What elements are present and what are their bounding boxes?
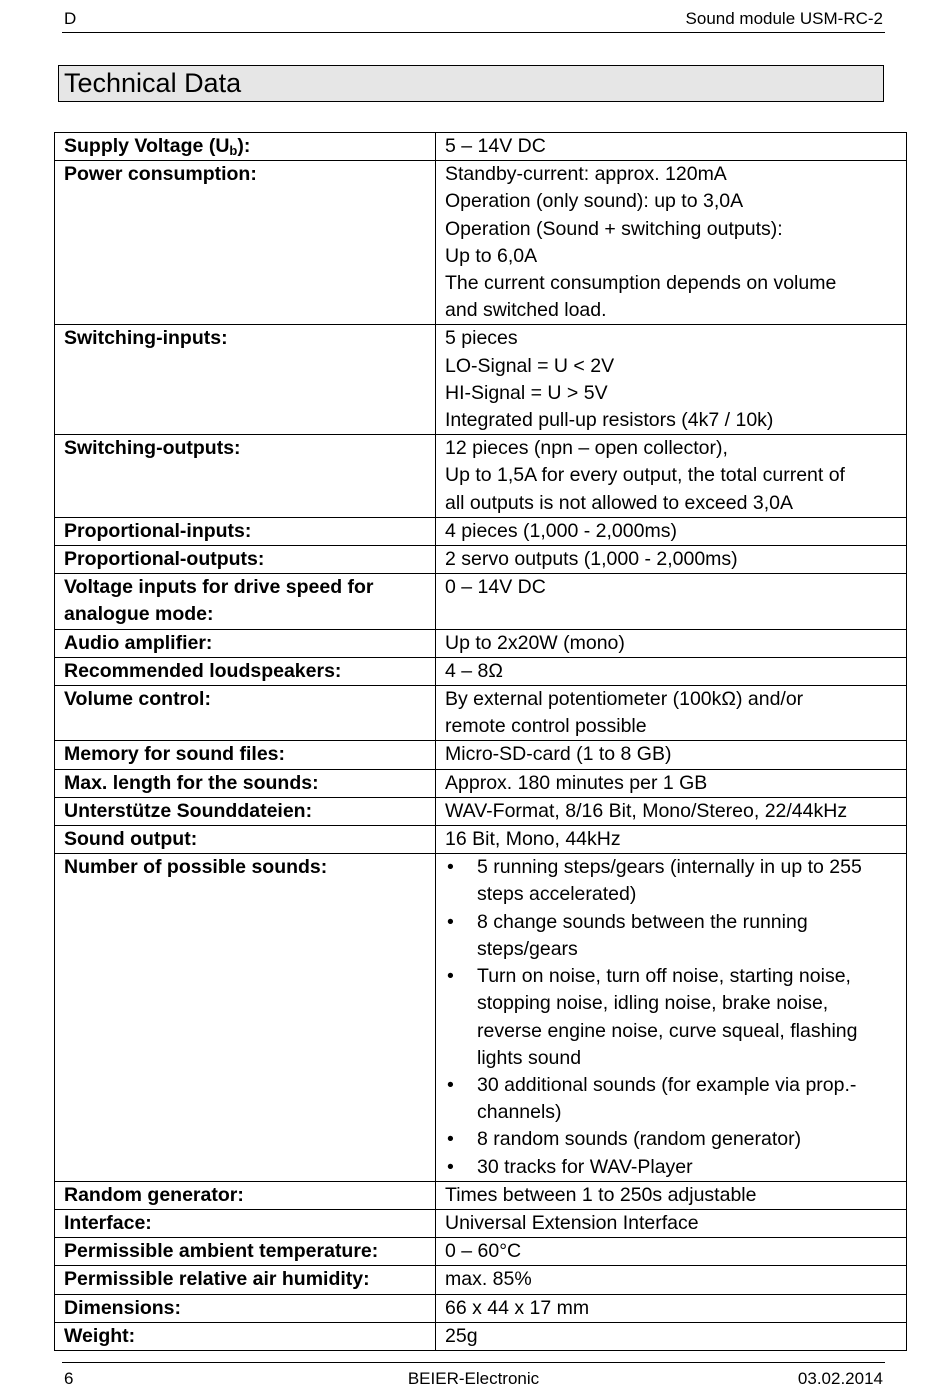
- table-row: [55, 1266, 907, 1294]
- spec-label: Interface:: [55, 1209, 436, 1237]
- spec-value-line: 66 x 44 x 17 mm: [445, 1296, 590, 1319]
- list-item: • 5 running steps/gears (internally in up to 255 steps accelerated): [445, 854, 897, 908]
- spec-value: [436, 797, 907, 825]
- spec-label: Proportional-outputs:: [55, 546, 436, 574]
- spec-label: Switching-outputs:: [55, 435, 436, 518]
- spec-value: [436, 1322, 907, 1350]
- spec-value-line: The current consumption depends on volume: [445, 272, 837, 295]
- spec-label: Number of possible sounds:: [55, 854, 436, 1181]
- spec-value-line: Times between 1 to 250s adjustable: [445, 1183, 757, 1206]
- table-row: [55, 1238, 907, 1266]
- spec-value: [436, 629, 907, 657]
- spec-value: [436, 161, 907, 325]
- spec-value: 5 – 14V DC: [436, 133, 907, 161]
- spec-value: [436, 741, 907, 769]
- spec-value: [436, 546, 907, 574]
- list-item: • 30 tracks for WAV-Player: [445, 1154, 897, 1181]
- table-row: [55, 854, 907, 1181]
- table-row: [55, 1294, 907, 1322]
- sound-list: [445, 854, 897, 1180]
- spec-value: [436, 826, 907, 854]
- header-language: D: [64, 9, 77, 28]
- spec-value-line: and switched load.: [445, 299, 607, 322]
- spec-value: [436, 1266, 907, 1294]
- spec-value-line: Micro-SD-card (1 to 8 GB): [445, 743, 672, 766]
- company-name: BEIER-Electronic: [407, 1369, 540, 1388]
- spec-value-line: 12 pieces (npn – open collector),: [445, 437, 728, 460]
- spec-value: [436, 854, 907, 1181]
- spec-value: [436, 657, 907, 685]
- spec-label: Unterstütze Sounddateien:: [55, 797, 436, 825]
- spec-value-line: Universal Extension Interface: [445, 1211, 699, 1234]
- spec-label: Dimensions:: [55, 1294, 436, 1322]
- spec-label: Weight:: [55, 1322, 436, 1350]
- table-row: [55, 686, 907, 741]
- spec-value-line: 5 pieces: [445, 327, 518, 350]
- spec-value-line: LO-Signal = U < 2V: [445, 354, 615, 377]
- spec-value: [436, 1238, 907, 1266]
- spec-label: Permissible ambient temperature:: [55, 1238, 436, 1266]
- spec-label: Audio amplifier:: [55, 629, 436, 657]
- spec-value-line: WAV-Format, 8/16 Bit, Mono/Stereo, 22/44kHz: [445, 799, 848, 822]
- spec-label: Random generator:: [55, 1181, 436, 1209]
- table-row: [55, 826, 907, 854]
- spec-value: [436, 1294, 907, 1322]
- spec-label: Max. length for the sounds:: [55, 769, 436, 797]
- section-title: Technical Data: [58, 65, 884, 102]
- spec-label: Memory for sound files:: [55, 741, 436, 769]
- spec-value: [436, 686, 907, 741]
- table-row: [55, 325, 907, 435]
- spec-value-line: 25g: [445, 1324, 478, 1347]
- spec-value: [436, 517, 907, 545]
- spec-label: Volume control:: [55, 686, 436, 741]
- page-footer: [62, 1362, 885, 1391]
- table-row: [55, 1181, 907, 1209]
- spec-value-line: Up to 1,5A for every output, the total current of: [445, 464, 845, 487]
- spec-value-line: Integrated pull-up resistors (4k7 / 10k): [445, 409, 774, 432]
- table-row: [55, 1322, 907, 1350]
- table-row: [55, 741, 907, 769]
- table-row: [55, 769, 907, 797]
- list-item: • 8 change sounds between the running steps/gears: [445, 909, 897, 963]
- table-row: [55, 435, 907, 518]
- table-row: [55, 133, 907, 161]
- spec-value-line: Standby-current: approx. 120mA: [445, 163, 727, 186]
- header-product-title: Sound module USM-RC-2: [685, 9, 883, 28]
- spec-value-line: 0 – 14V DC: [445, 576, 546, 599]
- table-row: [55, 657, 907, 685]
- list-item: • 8 random sounds (random generator): [445, 1126, 897, 1153]
- spec-label: Supply Voltage $(U_b)$:: [55, 133, 436, 161]
- table-row: [55, 517, 907, 545]
- spec-value-line: Up to 2x20W (mono): [445, 631, 625, 654]
- spec-label: Power consumption:: [55, 161, 436, 325]
- document-date: 03.02.2014: [797, 1369, 883, 1388]
- spec-value-line: Operation (only sound): up to 3,0A: [445, 190, 744, 213]
- spec-value-line: Up to 6,0A: [445, 244, 538, 267]
- spec-value-line: 16 Bit, Mono, 44kHz: [445, 828, 621, 851]
- spec-label: Permissible relative air humidity:: [55, 1266, 436, 1294]
- spec-value-line: HI-Signal = U > 5V: [445, 381, 608, 404]
- spec-value: [436, 574, 907, 629]
- spec-value: [436, 769, 907, 797]
- spec-label: Proportional-inputs:: [55, 517, 436, 545]
- spec-label: Sound output:: [55, 826, 436, 854]
- table-row: [55, 574, 907, 629]
- table-row: [55, 546, 907, 574]
- spec-label: Switching-inputs:: [55, 325, 436, 435]
- table-row: [55, 629, 907, 657]
- page-number: 6: [64, 1369, 74, 1388]
- list-item: • 30 additional sounds (for example via prop.-channels): [445, 1072, 897, 1126]
- spec-value-line: By external potentiometer (100kΩ) and/or: [445, 688, 804, 711]
- technical-data-table: [54, 132, 907, 1351]
- spec-value-line: Approx. 180 minutes per 1 GB: [445, 771, 708, 794]
- spec-value: [436, 435, 907, 518]
- page-header: [62, 8, 885, 33]
- spec-value-line: 2 servo outputs (1,000 - 2,000ms): [445, 548, 738, 571]
- spec-value-line: 4 – 8Ω: [445, 659, 503, 682]
- spec-label: Recommended loudspeakers:: [55, 657, 436, 685]
- spec-value-line: Operation (Sound + switching outputs):: [445, 217, 783, 240]
- spec-label: Voltage inputs for drive speed for analogue mode:: [55, 574, 436, 629]
- spec-value: [436, 325, 907, 435]
- list-item: • Turn on noise, turn off noise, starting noise, stopping noise, idling noise, brake noise, reverse engine noise, curve squeal, flashing lights sound: [445, 963, 897, 1072]
- spec-value-line: remote control possible: [445, 715, 647, 738]
- table-row: [55, 161, 907, 325]
- spec-value-line: max. 85%: [445, 1268, 532, 1291]
- spec-value: [436, 1181, 907, 1209]
- spec-value-line: all outputs is not allowed to exceed 3,0A: [445, 491, 793, 514]
- spec-value: [436, 1209, 907, 1237]
- spec-value-line: 0 – 60°C: [445, 1240, 522, 1263]
- spec-value-line: 4 pieces (1,000 - 2,000ms): [445, 519, 677, 542]
- table-row: [55, 1209, 907, 1237]
- table-row: [55, 797, 907, 825]
